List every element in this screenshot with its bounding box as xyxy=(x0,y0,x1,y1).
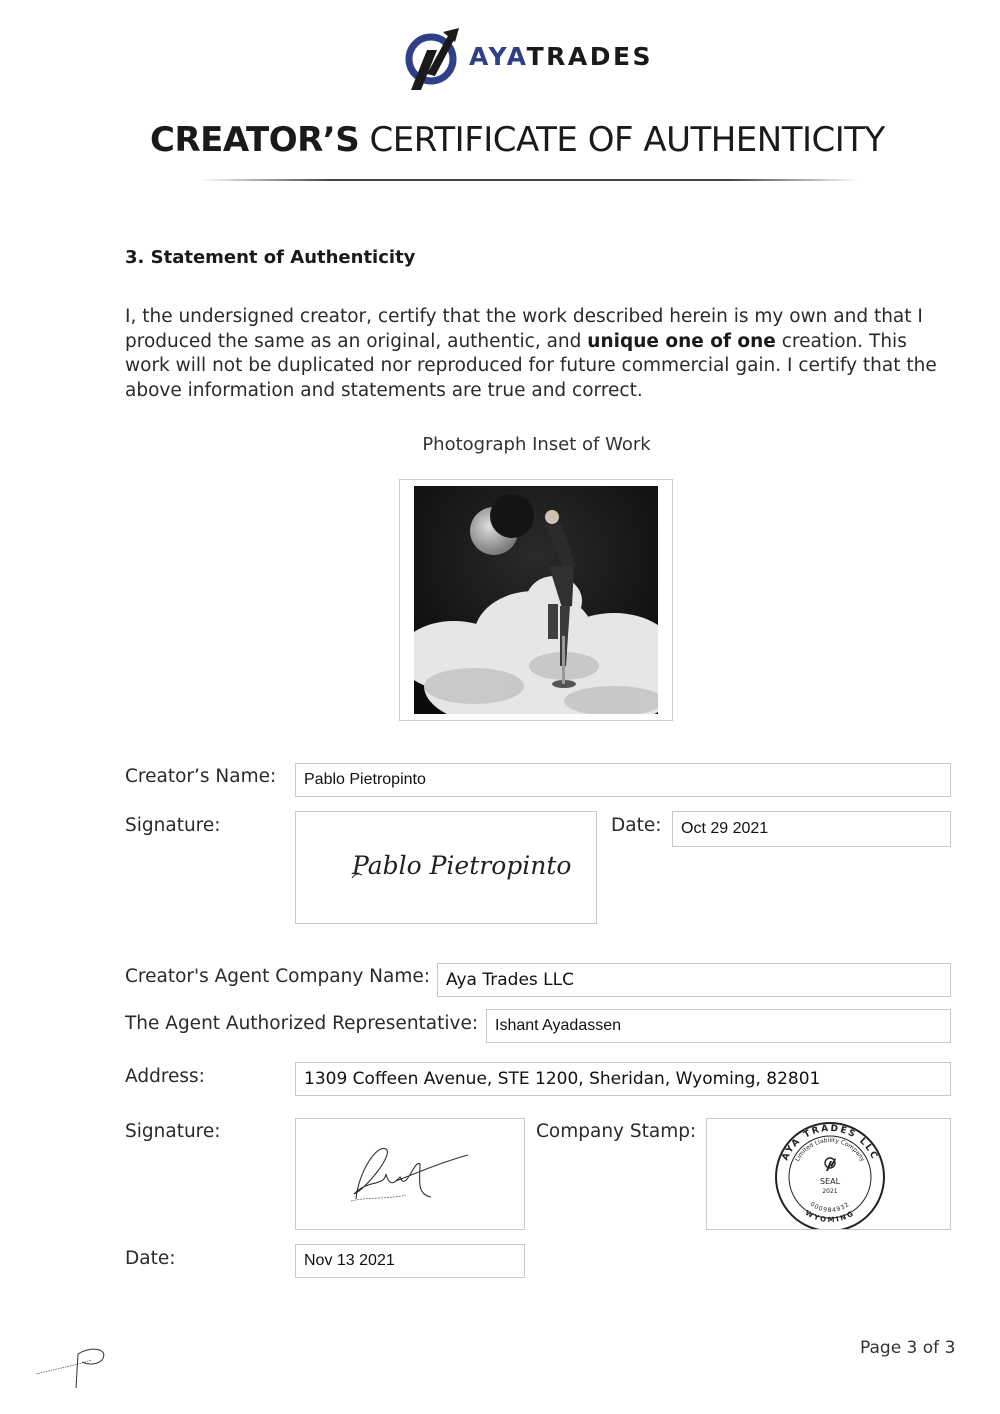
artwork-photo xyxy=(414,486,658,714)
page-number: Page 3 of 3 xyxy=(860,1338,956,1358)
statement-emphasis: unique one of one xyxy=(587,330,776,352)
address-field[interactable]: 1309 Coffeen Avenue, STE 1200, Sheridan, Wyoming, 82801 xyxy=(295,1062,951,1096)
agent-representative-field[interactable]: Ishant Ayadassen xyxy=(486,1009,951,1043)
agent-company-label: Creator's Agent Company Name: xyxy=(125,966,430,987)
agent-signature-image xyxy=(296,1119,524,1229)
brand-name-part2: TRADES xyxy=(526,42,654,71)
creator-name-field[interactable]: Pablo Pietropinto xyxy=(295,763,951,797)
section-heading: 3. Statement of Authenticity xyxy=(125,247,416,268)
seal-inner-text: Limited Liability Company xyxy=(794,1137,866,1163)
agent-signature-label: Signature: xyxy=(125,1121,221,1142)
creator-name-label: Creator’s Name: xyxy=(125,766,277,787)
agent-date-field[interactable]: Nov 13 2021 xyxy=(295,1244,525,1278)
title-bold: CREATOR’S xyxy=(150,120,360,160)
brand-name xyxy=(469,42,653,71)
brand-logo xyxy=(405,28,675,90)
aya-logo-icon xyxy=(405,28,463,90)
creator-signature-label: Signature: xyxy=(125,815,221,836)
creator-date-field[interactable]: Oct 29 2021 xyxy=(672,811,951,847)
statement-paragraph xyxy=(125,305,940,403)
seal-label: SEAL xyxy=(819,1177,841,1186)
company-stamp-box xyxy=(706,1118,951,1230)
creator-signature-image xyxy=(296,812,596,923)
company-seal-icon xyxy=(707,1119,950,1229)
creator-signature-script: Pablo Pietropinto xyxy=(352,851,572,880)
seal-bottom-text: WYOMING xyxy=(803,1208,857,1225)
seal-top-text: AYA TRADES LLC xyxy=(780,1123,880,1163)
creator-signature-box[interactable] xyxy=(295,811,597,924)
title-rest: CERTIFICATE OF AUTHENTICITY xyxy=(359,120,885,160)
company-stamp-label: Company Stamp: xyxy=(536,1121,697,1142)
title-divider xyxy=(200,179,860,181)
creator-date-label: Date: xyxy=(611,815,662,836)
address-label: Address: xyxy=(125,1066,205,1087)
photo-caption: Photograph Inset of Work xyxy=(422,434,651,455)
agent-signature-box[interactable] xyxy=(295,1118,525,1230)
seal-number-text: 000984932 xyxy=(808,1200,852,1214)
certificate-title xyxy=(150,120,940,160)
artwork-photo-frame xyxy=(399,479,673,721)
seal-year: 2021 xyxy=(822,1188,838,1195)
agent-date-label: Date: xyxy=(125,1248,176,1269)
svg-text:000984932 xyxy=(809,1201,851,1214)
initials-signature-image xyxy=(32,1340,112,1390)
agent-company-field[interactable]: Aya Trades LLC xyxy=(437,963,951,997)
brand-name-part1: AYA xyxy=(469,42,527,71)
agent-representative-label: The Agent Authorized Representative: xyxy=(125,1013,479,1034)
statement-text-1: I, the undersigned creator, certify that the work described herein is my own and that I produced the same as an original, authentic, and xyxy=(125,306,923,352)
statement-text-2: creation. This work will not be duplicated nor reproduced for future commercial gain. I certify that the above information and statements are true and correct. xyxy=(125,330,937,401)
